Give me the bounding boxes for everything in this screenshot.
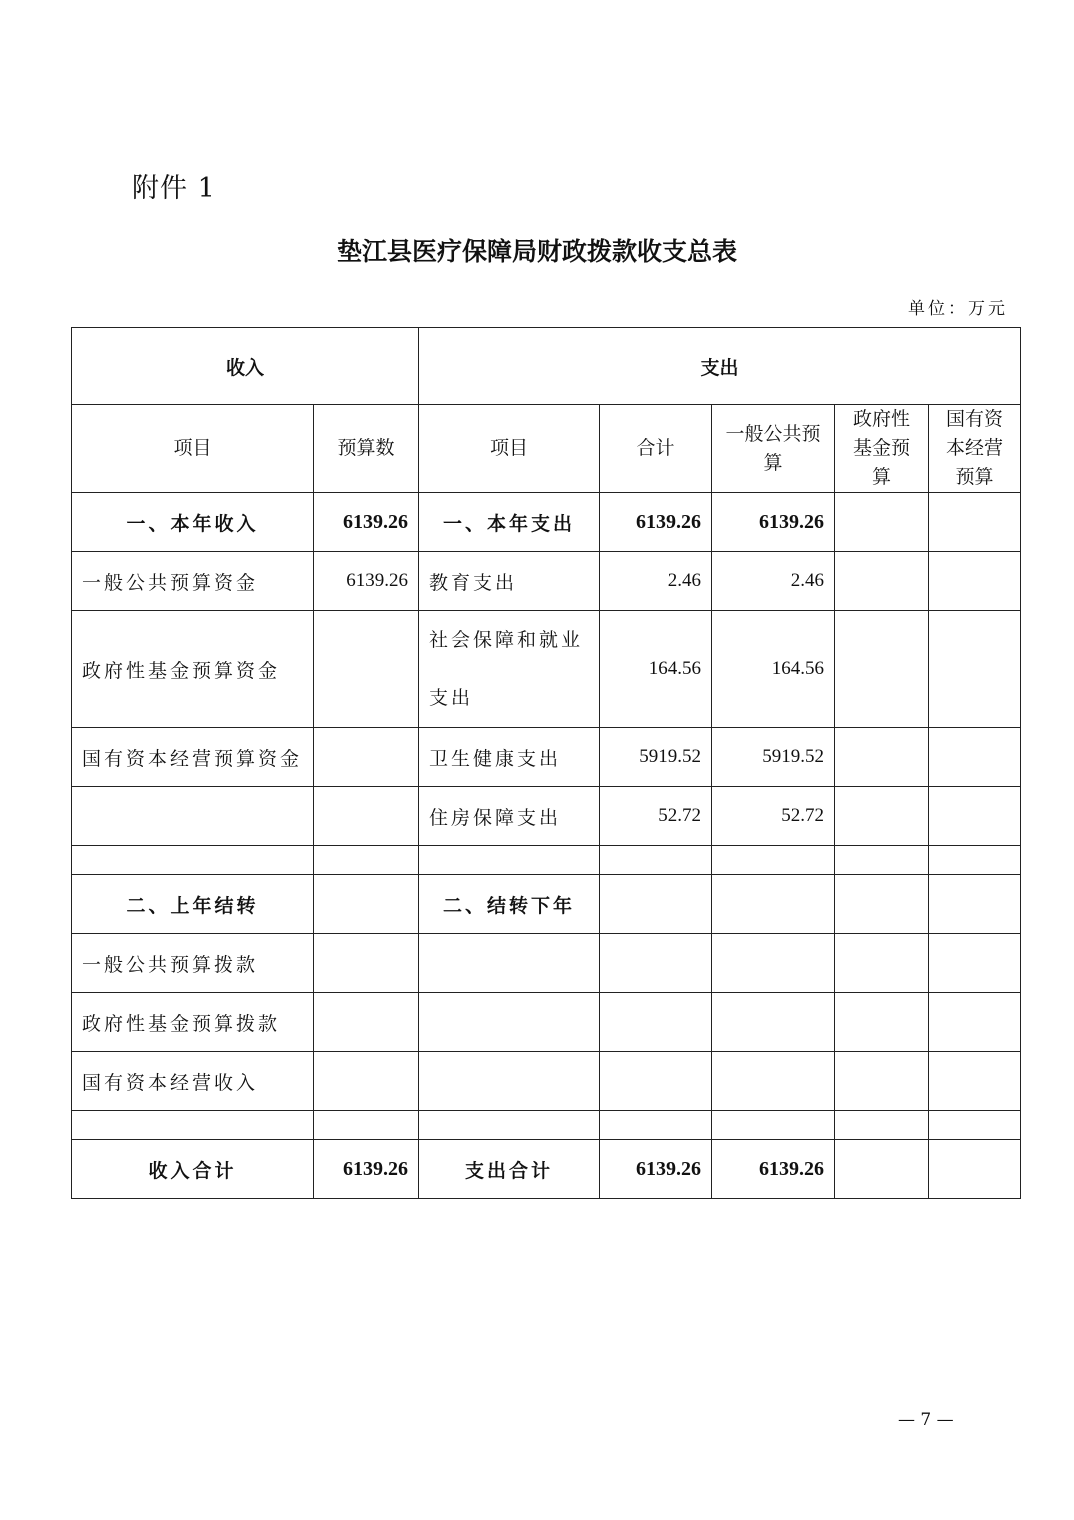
state-budget-cell (929, 993, 1021, 1052)
budget-cell (314, 875, 419, 934)
table-row-empty (72, 846, 1021, 875)
general-budget-total-value: 6139.26 (712, 1140, 835, 1199)
income-total-label: 收入合计 (72, 1140, 314, 1199)
fund-budget-cell (835, 1052, 929, 1111)
fund-budget-cell (835, 787, 929, 846)
expense-section-header: 支出 (419, 328, 1021, 405)
col-header-state-line3: 预算 (955, 466, 994, 488)
total-cell (600, 875, 712, 934)
empty-cell (929, 1111, 1021, 1140)
empty-cell (712, 846, 835, 875)
state-budget-cell (929, 875, 1021, 934)
col-header-state-capital-budget (929, 405, 1021, 493)
col-header-general-line1: 一般公共预 (725, 422, 821, 445)
fund-budget-cell (835, 552, 929, 611)
col-header-state-line2: 本经营 (946, 437, 1004, 459)
total-cell: 52.72 (600, 787, 712, 846)
table-row (72, 934, 1021, 993)
income-item-cell: 政府性基金预算资金 (72, 611, 314, 728)
col-header-general-budget (712, 405, 835, 493)
expense-item-cell: 一、本年支出 (419, 493, 600, 552)
table-row (72, 1052, 1021, 1111)
income-item-cell: 二、上年结转 (72, 875, 314, 934)
budget-cell (314, 611, 419, 728)
state-budget-cell (929, 787, 1021, 846)
empty-cell (419, 846, 600, 875)
income-item-cell: 一般公共预算拨款 (72, 934, 314, 993)
table-row (72, 993, 1021, 1052)
col-header-expense-item: 项目 (419, 405, 600, 493)
expense-item-cell: 卫生健康支出 (419, 728, 600, 787)
empty-cell (419, 1111, 600, 1140)
income-item-cell: 一、本年收入 (72, 493, 314, 552)
state-budget-cell (929, 611, 1021, 728)
attachment-label (132, 166, 216, 205)
table-row (72, 493, 1021, 552)
general-budget-cell (712, 934, 835, 993)
page-number: — 7 — (898, 1410, 954, 1430)
budget-summary-table (71, 327, 1021, 1199)
income-total-value: 6139.26 (314, 1140, 419, 1199)
document-title: 垫江县医疗保障局财政拨款收支总表 (336, 237, 737, 266)
table-row (72, 552, 1021, 611)
attachment-text: 附件 (132, 173, 188, 204)
empty-cell (600, 1111, 712, 1140)
income-item-cell: 国有资本经营预算资金 (72, 728, 314, 787)
fund-budget-cell (835, 1140, 929, 1199)
fund-budget-cell (835, 934, 929, 993)
budget-cell (314, 1052, 419, 1111)
expense-item-cell: 住房保障支出 (419, 787, 600, 846)
income-section-header: 收入 (72, 328, 419, 405)
expense-total-label: 支出合计 (419, 1140, 600, 1199)
expense-item-cell (419, 993, 600, 1052)
total-cell: 164.56 (600, 611, 712, 728)
state-budget-cell (929, 728, 1021, 787)
state-budget-cell (929, 493, 1021, 552)
col-header-fund-line2: 基金预 (853, 437, 911, 459)
total-cell (600, 934, 712, 993)
fund-budget-cell (835, 993, 929, 1052)
col-header-fund-line3: 算 (872, 466, 892, 488)
table-row (72, 611, 1021, 728)
table-row-empty (72, 1111, 1021, 1140)
total-cell: 5919.52 (600, 728, 712, 787)
income-item-cell: 政府性基金预算拨款 (72, 993, 314, 1052)
fund-budget-cell (835, 493, 929, 552)
expense-item-cell (419, 934, 600, 993)
col-header-fund-budget (835, 405, 929, 493)
general-budget-cell: 5919.52 (712, 728, 835, 787)
fund-budget-cell (835, 611, 929, 728)
budget-cell (314, 993, 419, 1052)
expense-item-line1: 社会保障和就业 (429, 629, 584, 651)
attachment-number: 1 (197, 173, 216, 204)
budget-cell (314, 934, 419, 993)
section-header-row (72, 328, 1021, 405)
col-header-total: 合计 (600, 405, 712, 493)
income-item-cell: 一般公共预算资金 (72, 552, 314, 611)
general-budget-cell: 2.46 (712, 552, 835, 611)
total-cell (600, 993, 712, 1052)
table-row (72, 875, 1021, 934)
expense-item-cell (419, 1052, 600, 1111)
general-budget-cell: 52.72 (712, 787, 835, 846)
empty-cell (314, 1111, 419, 1140)
fund-budget-cell (835, 728, 929, 787)
budget-cell: 6139.26 (314, 552, 419, 611)
fund-budget-cell (835, 875, 929, 934)
expense-item-cell: 教育支出 (419, 552, 600, 611)
empty-cell (72, 1111, 314, 1140)
expense-item-cell: 二、结转下年 (419, 875, 600, 934)
income-item-cell: 国有资本经营收入 (72, 1052, 314, 1111)
empty-cell (835, 1111, 929, 1140)
empty-cell (600, 846, 712, 875)
income-item-cell (72, 787, 314, 846)
table-row-totals (72, 1140, 1021, 1199)
col-header-income-item: 项目 (72, 405, 314, 493)
expense-total-value: 6139.26 (600, 1140, 712, 1199)
general-budget-cell: 6139.26 (712, 493, 835, 552)
budget-cell: 6139.26 (314, 493, 419, 552)
empty-cell (72, 846, 314, 875)
total-cell: 2.46 (600, 552, 712, 611)
budget-cell (314, 728, 419, 787)
general-budget-cell (712, 993, 835, 1052)
budget-cell (314, 787, 419, 846)
empty-cell (929, 846, 1021, 875)
unit-label: 单位：万元 (908, 299, 1008, 319)
expense-item-cell (419, 611, 600, 728)
col-header-budget: 预算数 (314, 405, 419, 493)
state-budget-cell (929, 1140, 1021, 1199)
total-cell: 6139.26 (600, 493, 712, 552)
total-cell (600, 1052, 712, 1111)
col-header-general-line2: 算 (763, 451, 783, 474)
table-row (72, 728, 1021, 787)
empty-cell (314, 846, 419, 875)
col-header-state-line1: 国有资 (946, 408, 1004, 430)
col-header-fund-line1: 政府性 (853, 408, 911, 430)
empty-cell (712, 1111, 835, 1140)
column-header-row (72, 405, 1021, 493)
state-budget-cell (929, 1052, 1021, 1111)
state-budget-cell (929, 552, 1021, 611)
table-row (72, 787, 1021, 846)
general-budget-cell (712, 875, 835, 934)
expense-item-line2: 支出 (429, 687, 474, 709)
general-budget-cell (712, 1052, 835, 1111)
empty-cell (835, 846, 929, 875)
general-budget-cell: 164.56 (712, 611, 835, 728)
state-budget-cell (929, 934, 1021, 993)
